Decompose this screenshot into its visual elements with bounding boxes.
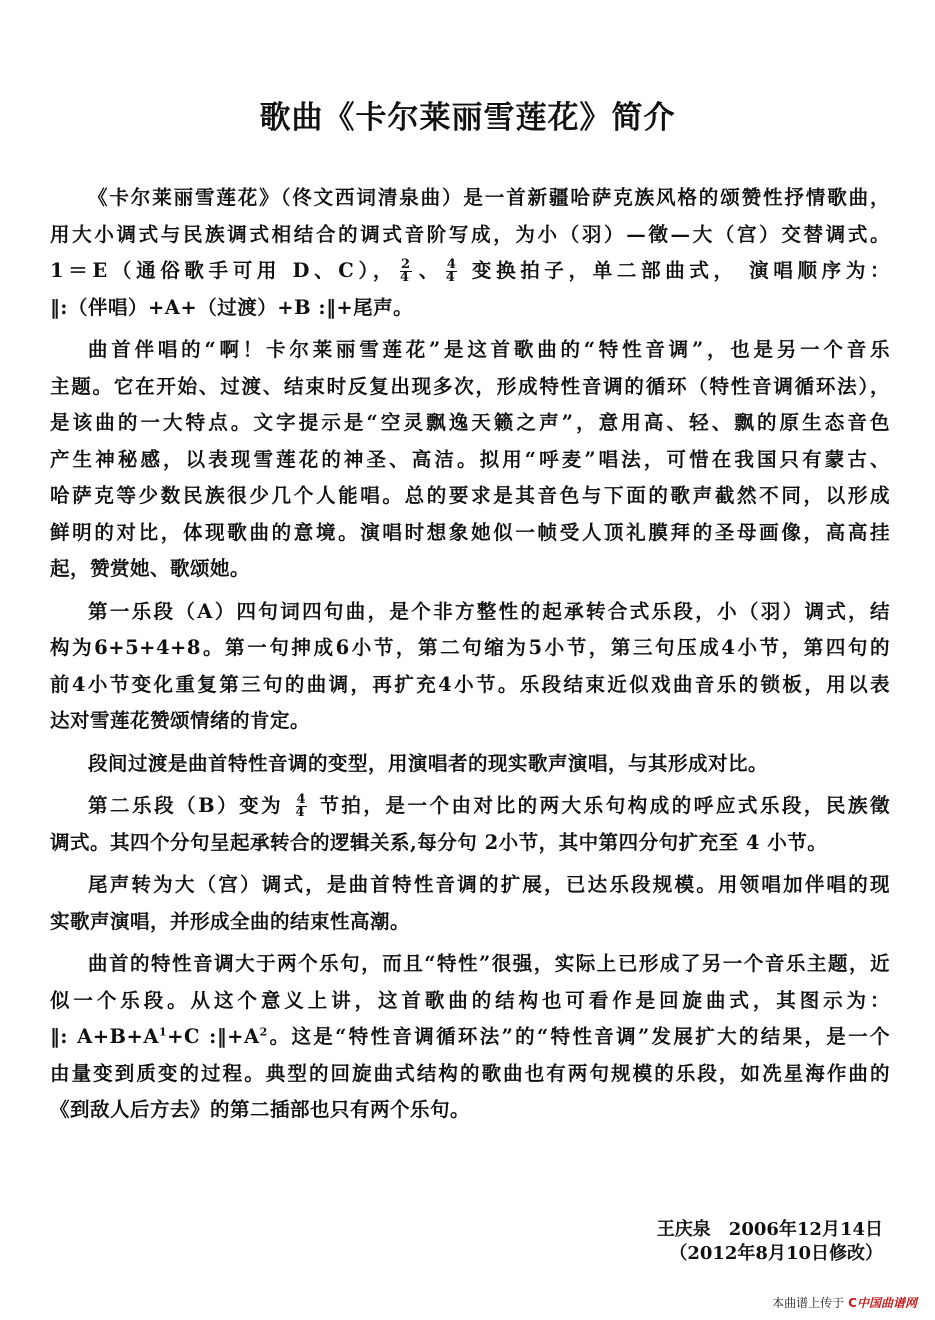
text-line: 主题。它在开始、过渡、结束时反复出现多次，形成特性音调的循环（特性音调循环法）， bbox=[50, 374, 890, 398]
text-line: 似一个乐段。从这个意义上讲，这首歌曲的结构也可看作是回旋曲式，其图示为： bbox=[50, 988, 890, 1012]
text-line: 哈萨克等少数民族很少几个人能唱。总的要求是其音色与下面的歌声截然不同，以形成 bbox=[50, 484, 890, 507]
text-line: 段间过渡是曲首特性音调的变型，用演唱者的现实歌声演唱，与其形成对比。 bbox=[88, 751, 769, 775]
text-line: 第一乐段（A）四句词四句曲，是个非方整性的起承转合式乐段，小（羽）调式，结 bbox=[88, 599, 890, 623]
text-segment: 1＝E（通俗歌手可用 D、C）， bbox=[50, 259, 398, 282]
article-body bbox=[50, 180, 890, 1129]
text-line: 产生神秘感，以表现雪莲花的神圣、高洁。拟用“呼麦”唱法，可惜在我国只有蒙古、 bbox=[50, 447, 890, 471]
time-signature-4-4: $\frac{4}{4}$ bbox=[445, 257, 457, 285]
text-segment: 、 bbox=[414, 259, 443, 282]
time-signature-2-4: $\frac{2}{4}$ bbox=[400, 257, 411, 285]
text-line: 由量变到质变的过程。典型的回旋曲式结构的歌曲也有两句规模的乐段，如冼星海作曲的 bbox=[50, 1061, 890, 1085]
text-line: 鲜明的对比，体现歌曲的意境。演唱时想象她似一帧受人顶礼膜拜的圣母画像，高高挂 bbox=[50, 520, 890, 544]
time-signature-4-4: $\frac{4}{4}$ bbox=[295, 792, 307, 820]
site-logo-icon: C bbox=[848, 1296, 857, 1310]
text-line: 尾声转为大（宫）调式，是曲首特性音调的扩展，已达乐段规模。用领唱加伴唱的现 bbox=[88, 873, 890, 896]
uploaded-label: 本曲谱上传于 bbox=[772, 1296, 845, 1310]
text-line: ‖:（伴唱）+A+（过渡）+B :‖+尾声。 bbox=[50, 295, 414, 319]
text-line: 是该曲的一大特点。文字提示是“空灵飘逸天籁之声”，意用高、轻、飘的原生态音色 bbox=[50, 411, 890, 434]
text-segment: +C :‖+A bbox=[167, 1025, 260, 1048]
page-title: 歌曲《卡尔莱丽雪莲花》简介 bbox=[259, 100, 676, 136]
text-line: 用大小调式与民族调式相结合的调式音阶写成，为小（羽）—徵—大（宫）交替调式。 bbox=[50, 222, 890, 246]
text-segment: 。这是“特性音调循环法”的“特性音调”发展扩大的结果，是一个 bbox=[267, 1025, 890, 1048]
text-line-meter bbox=[50, 788, 890, 825]
text-line: 构为6+5+4+8。第一句抻成6小节，第二句缩为5小节，第三句压成4小节，第四句的 bbox=[50, 636, 890, 659]
text-line: 起，赞赏她、歌颂她。 bbox=[50, 557, 251, 580]
paragraph-coda bbox=[50, 867, 890, 940]
text-line-meter bbox=[50, 253, 890, 290]
superscript: 1 bbox=[159, 1025, 168, 1039]
paragraph-theme bbox=[50, 332, 890, 588]
paragraph-section-b bbox=[50, 788, 890, 861]
text-line-formula bbox=[50, 1019, 890, 1056]
text-segment: 第二乐段（B）变为 bbox=[88, 794, 293, 817]
paragraph-section-a bbox=[50, 594, 890, 740]
text-line: 曲首的特性音调大于两个乐句，而且“特性”很强，实际上已形成了另一个音乐主题，近 bbox=[88, 952, 890, 975]
paragraph-rondo bbox=[50, 946, 890, 1129]
site-name: 中国曲谱网 bbox=[856, 1296, 917, 1310]
text-segment: 变换拍子，单二部曲式， 演唱顺序为： bbox=[460, 259, 890, 282]
author-date: 王庆泉 2006年12月14日 bbox=[656, 1219, 883, 1240]
signature-block bbox=[657, 1218, 883, 1266]
text-line: 《到敌人后方去》的第二插部也只有两个乐句。 bbox=[50, 1098, 471, 1121]
text-line: 前4小节变化重复第三句的曲调，再扩充4小节。乐段结束近似戏曲音乐的锁板，用以表 bbox=[50, 672, 890, 696]
footer-watermark bbox=[772, 1294, 917, 1311]
text-line: 达对雪莲花赞颂情绪的肯定。 bbox=[50, 709, 311, 732]
revision-date: （2012年8月10日修改） bbox=[669, 1243, 883, 1264]
text-line: 实歌声演唱，并形成全曲的结束性高潮。 bbox=[50, 909, 411, 933]
text-line: 曲首伴唱的“啊！卡尔莱丽雪莲花”是这首歌曲的“特性音调”，也是另一个音乐 bbox=[88, 338, 890, 361]
paragraph-transition bbox=[50, 746, 890, 783]
text-line: 《卡尔莱丽雪莲花》（佟文西词清泉曲）是一首新疆哈萨克族风格的颂赞性抒情歌曲， bbox=[88, 186, 890, 209]
paragraph-intro bbox=[50, 180, 890, 326]
text-segment: ‖: A+B+A bbox=[50, 1025, 160, 1048]
text-line: 调式。其四个分句呈起承转合的逻辑关系,每分句 2小节，其中第四分句扩充至 4 小节。 bbox=[50, 830, 828, 854]
superscript: 2 bbox=[259, 1025, 268, 1039]
text-segment: 节拍，是一个由对比的两大乐句构成的呼应式乐段，民族徵 bbox=[310, 794, 890, 817]
